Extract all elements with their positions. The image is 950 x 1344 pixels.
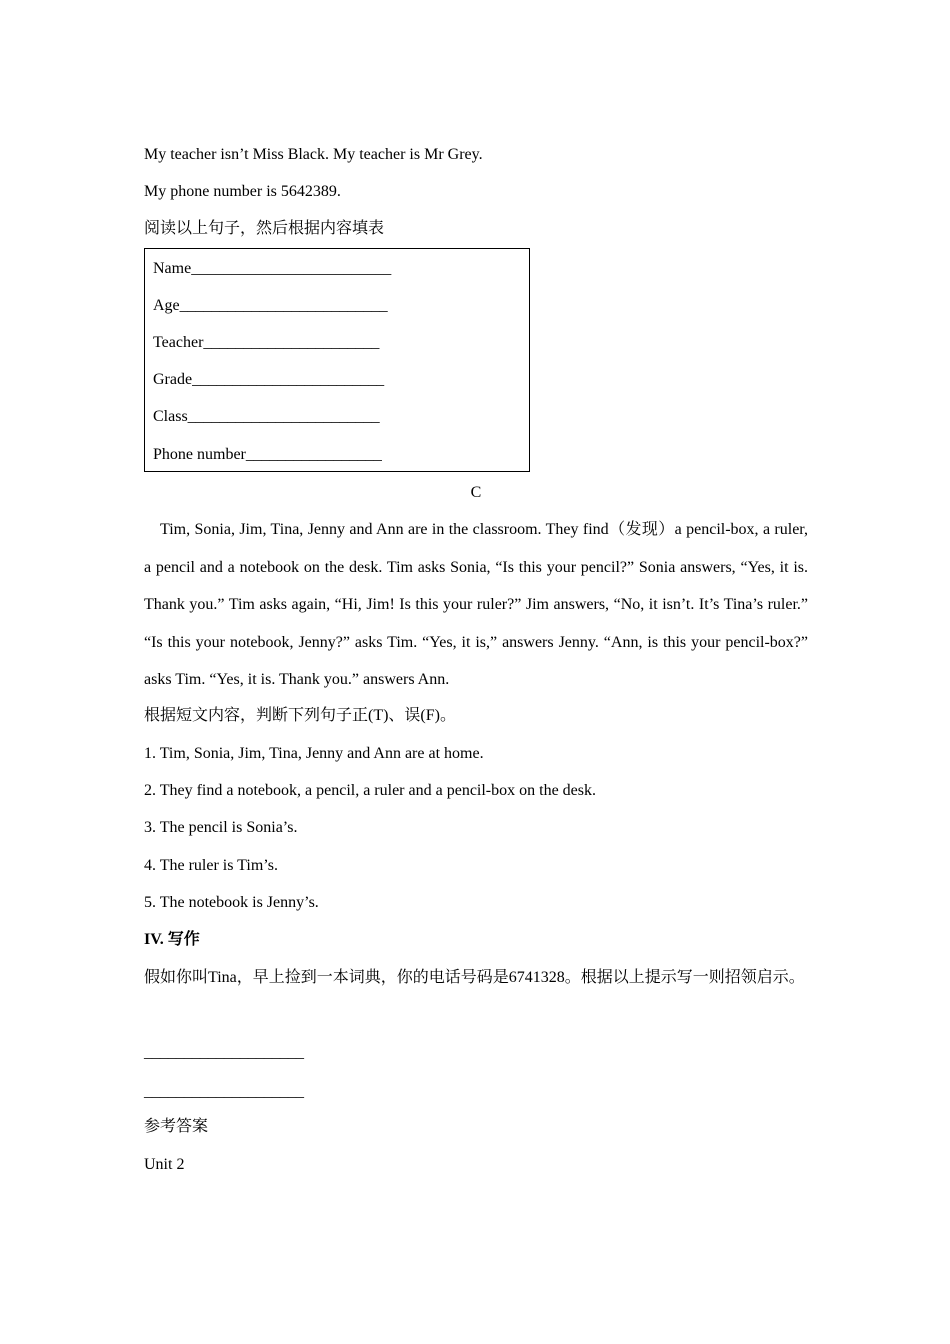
tf-instruction: 根据短文内容，判断下列句子正(T)、误(F)。: [144, 707, 456, 724]
form-teacher-field: Teacher______________________: [153, 334, 380, 351]
form-name-field: Name_________________________: [153, 260, 392, 277]
statement-5: 5. The notebook is Jenny’s.: [144, 894, 319, 911]
reading-passage-text: Tim, Sonia, Jim, Tina, Jenny and Ann are in the classroom. They find（发现）a pencil-box, a ruler, a pencil and a notebook on the desk. Tim asks Sonia, “Is this your pencil?” Sonia answers, “Yes, it is. Thank you.” Tim asks again, “Hi, Jim! Is this your ruler?” Jim answers, “No, it isn’t. It’s Tina’s ruler.” “Is this your notebook, Jenny?” asks Tim. “Yes, it is,” answers Jenny. “Ann, is this your pencil-box?” asks Tim. “Yes, it is. Thank you.” answers Ann.: [144, 521, 808, 688]
statement-2: 2. They find a notebook, a pencil, a ruler and a pencil-box on the desk.: [144, 782, 597, 799]
statement-1: 1. Tim, Sonia, Jim, Tina, Jenny and Ann are at home.: [144, 745, 484, 762]
writing-prompt: 假如你叫Tina，早上捡到一本词典，你的电话号码是6741328。根据以上提示写一则招领启示。: [144, 969, 805, 986]
answers-heading: 参考答案: [144, 1118, 209, 1135]
phone-sentence: My phone number is 5642389.: [144, 183, 341, 200]
teacher-sentence: My teacher isn’t Miss Black. My teacher is Mr Grey.: [144, 146, 483, 163]
form-phone-field: Phone number_________________: [153, 446, 382, 463]
info-form-box: [144, 248, 530, 472]
writing-blank-2: ____________________: [144, 1083, 304, 1100]
reading-passage: [144, 511, 808, 699]
fill-instruction: 阅读以上句子，然后根据内容填表: [144, 220, 385, 237]
form-age-field: Age__________________________: [153, 297, 388, 314]
section-c-heading: C: [470, 484, 482, 501]
answers-unit: Unit 2: [144, 1156, 185, 1173]
form-class-field: Class________________________: [153, 408, 380, 425]
statement-4: 4. The ruler is Tim’s.: [144, 857, 278, 874]
writing-heading: IV. 写作: [144, 931, 200, 948]
form-grade-field: Grade________________________: [153, 371, 385, 388]
statement-3: 3. The pencil is Sonia’s.: [144, 819, 298, 836]
writing-blank-1: ____________________: [144, 1044, 304, 1061]
